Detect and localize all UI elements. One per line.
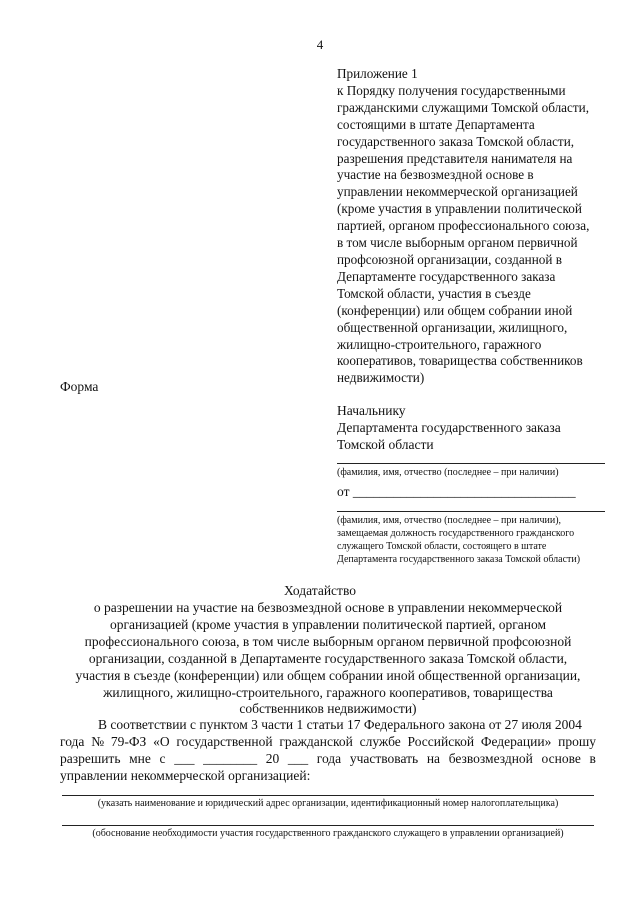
body-word: года bbox=[316, 751, 342, 766]
appendix-line: в том числе выборным органом первичной bbox=[337, 235, 578, 251]
subtitle-line: профессионального союза, в том числе выборным органом первичной профсоюзной bbox=[84, 633, 572, 649]
addressee-line: Томской области bbox=[337, 437, 434, 452]
name-field-line[interactable] bbox=[337, 463, 605, 464]
subtitle-line: организации, созданной в Департаменте государственного заказа Томской области, bbox=[88, 650, 568, 666]
organization-field-line[interactable] bbox=[62, 795, 594, 796]
appendix-line: профсоюзной организации, созданной в bbox=[337, 251, 562, 267]
subtitle-line: организацией (кроме участия в управлении политической партией, органом bbox=[109, 616, 547, 632]
appendix-block bbox=[337, 66, 617, 387]
body-word: на bbox=[426, 751, 441, 766]
appendix-line: разрешения представителя нанимателя на bbox=[337, 150, 573, 166]
appendix-line: партией, органом профессионального союза, bbox=[337, 218, 590, 234]
body-word: мне bbox=[129, 751, 151, 766]
body-word: 79-ФЗ bbox=[110, 734, 147, 749]
body-word: ___ bbox=[287, 751, 309, 766]
addressee-block bbox=[337, 402, 617, 453]
appendix-line: недвижимости) bbox=[337, 370, 425, 386]
appendix-line: общественной организации, жилищного, bbox=[337, 319, 568, 335]
body-word: «О bbox=[153, 734, 170, 749]
appendix-line: кооперативов, товарищества собственников bbox=[337, 353, 583, 369]
body-word: службе bbox=[359, 734, 401, 749]
petition-body bbox=[60, 716, 596, 784]
appendix-line: Томской области, участия в съезде bbox=[337, 285, 531, 301]
body-word: гражданской bbox=[279, 734, 353, 749]
body-word: года bbox=[60, 734, 85, 749]
subtitle-line: о разрешении на участие на безвозмездной основе в управлении некоммерческой bbox=[93, 600, 563, 615]
subtitle-line: жилищного, жилищно-строительного, гаражного кооперативов, товарищества bbox=[103, 684, 553, 700]
body-word: прошу bbox=[558, 734, 596, 749]
addressee-line: Департамента государственного заказа bbox=[337, 420, 561, 435]
subtitle-line: участия в съезде (конференции) или общем собрании иной общественной организации, bbox=[75, 667, 581, 683]
appendix-line: управлении некоммерческой организацией bbox=[337, 184, 578, 200]
appendix-line: гражданскими служащими Томской области, bbox=[337, 99, 590, 115]
sender-field-line[interactable] bbox=[337, 511, 605, 512]
body-word: ________ bbox=[203, 751, 258, 766]
body-word: разрешить bbox=[60, 751, 121, 766]
appendix-line: жилищно-строительного, гаражного bbox=[337, 336, 542, 352]
sender-caption bbox=[337, 514, 580, 566]
subtitle-line: собственников недвижимости) bbox=[239, 701, 417, 717]
body-word: участвовать bbox=[349, 751, 419, 766]
appendix-title: Приложение 1 bbox=[337, 66, 418, 81]
body-word: ___ bbox=[174, 751, 195, 766]
addressee-line: Начальнику bbox=[337, 403, 406, 418]
body-line: управлении некоммерческой организацией: bbox=[60, 768, 311, 783]
body-word: государственной bbox=[176, 734, 273, 749]
sender-caption-line: (фамилия, имя, отчество (последнее – при наличии), bbox=[337, 515, 562, 526]
body-word: с bbox=[159, 751, 166, 766]
petition-title: Ходатайство bbox=[284, 583, 356, 598]
appendix-line: состоящими в штате Департамента bbox=[337, 116, 535, 132]
from-row bbox=[337, 484, 576, 500]
appendix-line: Департаменте государственного заказа bbox=[337, 268, 556, 284]
appendix-line: (конференции) или общем собрании иной bbox=[337, 302, 573, 318]
petition-subtitle bbox=[60, 600, 596, 718]
body-word: безвозмездной bbox=[448, 751, 533, 766]
body-word: Российской bbox=[407, 734, 475, 749]
name-field-caption: (фамилия, имя, отчество (последнее – при наличии) bbox=[337, 467, 559, 478]
body-line: В соответствии с пунктом 3 части 1 статьи 17 Федерального закона от 27 июля 2004 bbox=[98, 717, 582, 732]
body-word: в bbox=[589, 751, 596, 766]
appendix-line: государственного заказа Томской области, bbox=[337, 133, 575, 149]
sender-caption-line: замещаемая должность государственного гражданского bbox=[337, 528, 575, 539]
body-word: № bbox=[91, 734, 105, 749]
body-word: 20 bbox=[265, 751, 280, 766]
page-number: 4 bbox=[316, 37, 324, 52]
justification-field-line[interactable] bbox=[62, 825, 594, 826]
from-underline[interactable]: _________________________________ bbox=[352, 484, 576, 499]
sender-caption-line: служащего Томской области, состоящего в штате bbox=[337, 541, 547, 552]
body-word: основе bbox=[541, 751, 581, 766]
justification-caption: (обоснование необходимости участия государственного гражданского служащего в управлении организацией) bbox=[92, 828, 564, 839]
body-word: Федерации» bbox=[480, 734, 552, 749]
appendix-line: (кроме участия в управлении политической bbox=[337, 201, 582, 217]
organization-caption: (указать наименование и юридический адрес организации, идентификационный номер налогоплательщика) bbox=[97, 798, 559, 809]
body-line bbox=[60, 750, 596, 767]
appendix-text bbox=[337, 83, 617, 387]
appendix-line: к Порядку получения государственными bbox=[337, 82, 566, 98]
from-label: от bbox=[337, 484, 350, 499]
sender-caption-line: Департамента государственного заказа Томской области) bbox=[337, 554, 581, 565]
body-line bbox=[60, 733, 596, 750]
appendix-line: участие на безвозмездной основе в bbox=[337, 167, 534, 183]
form-label: Форма bbox=[60, 379, 99, 394]
